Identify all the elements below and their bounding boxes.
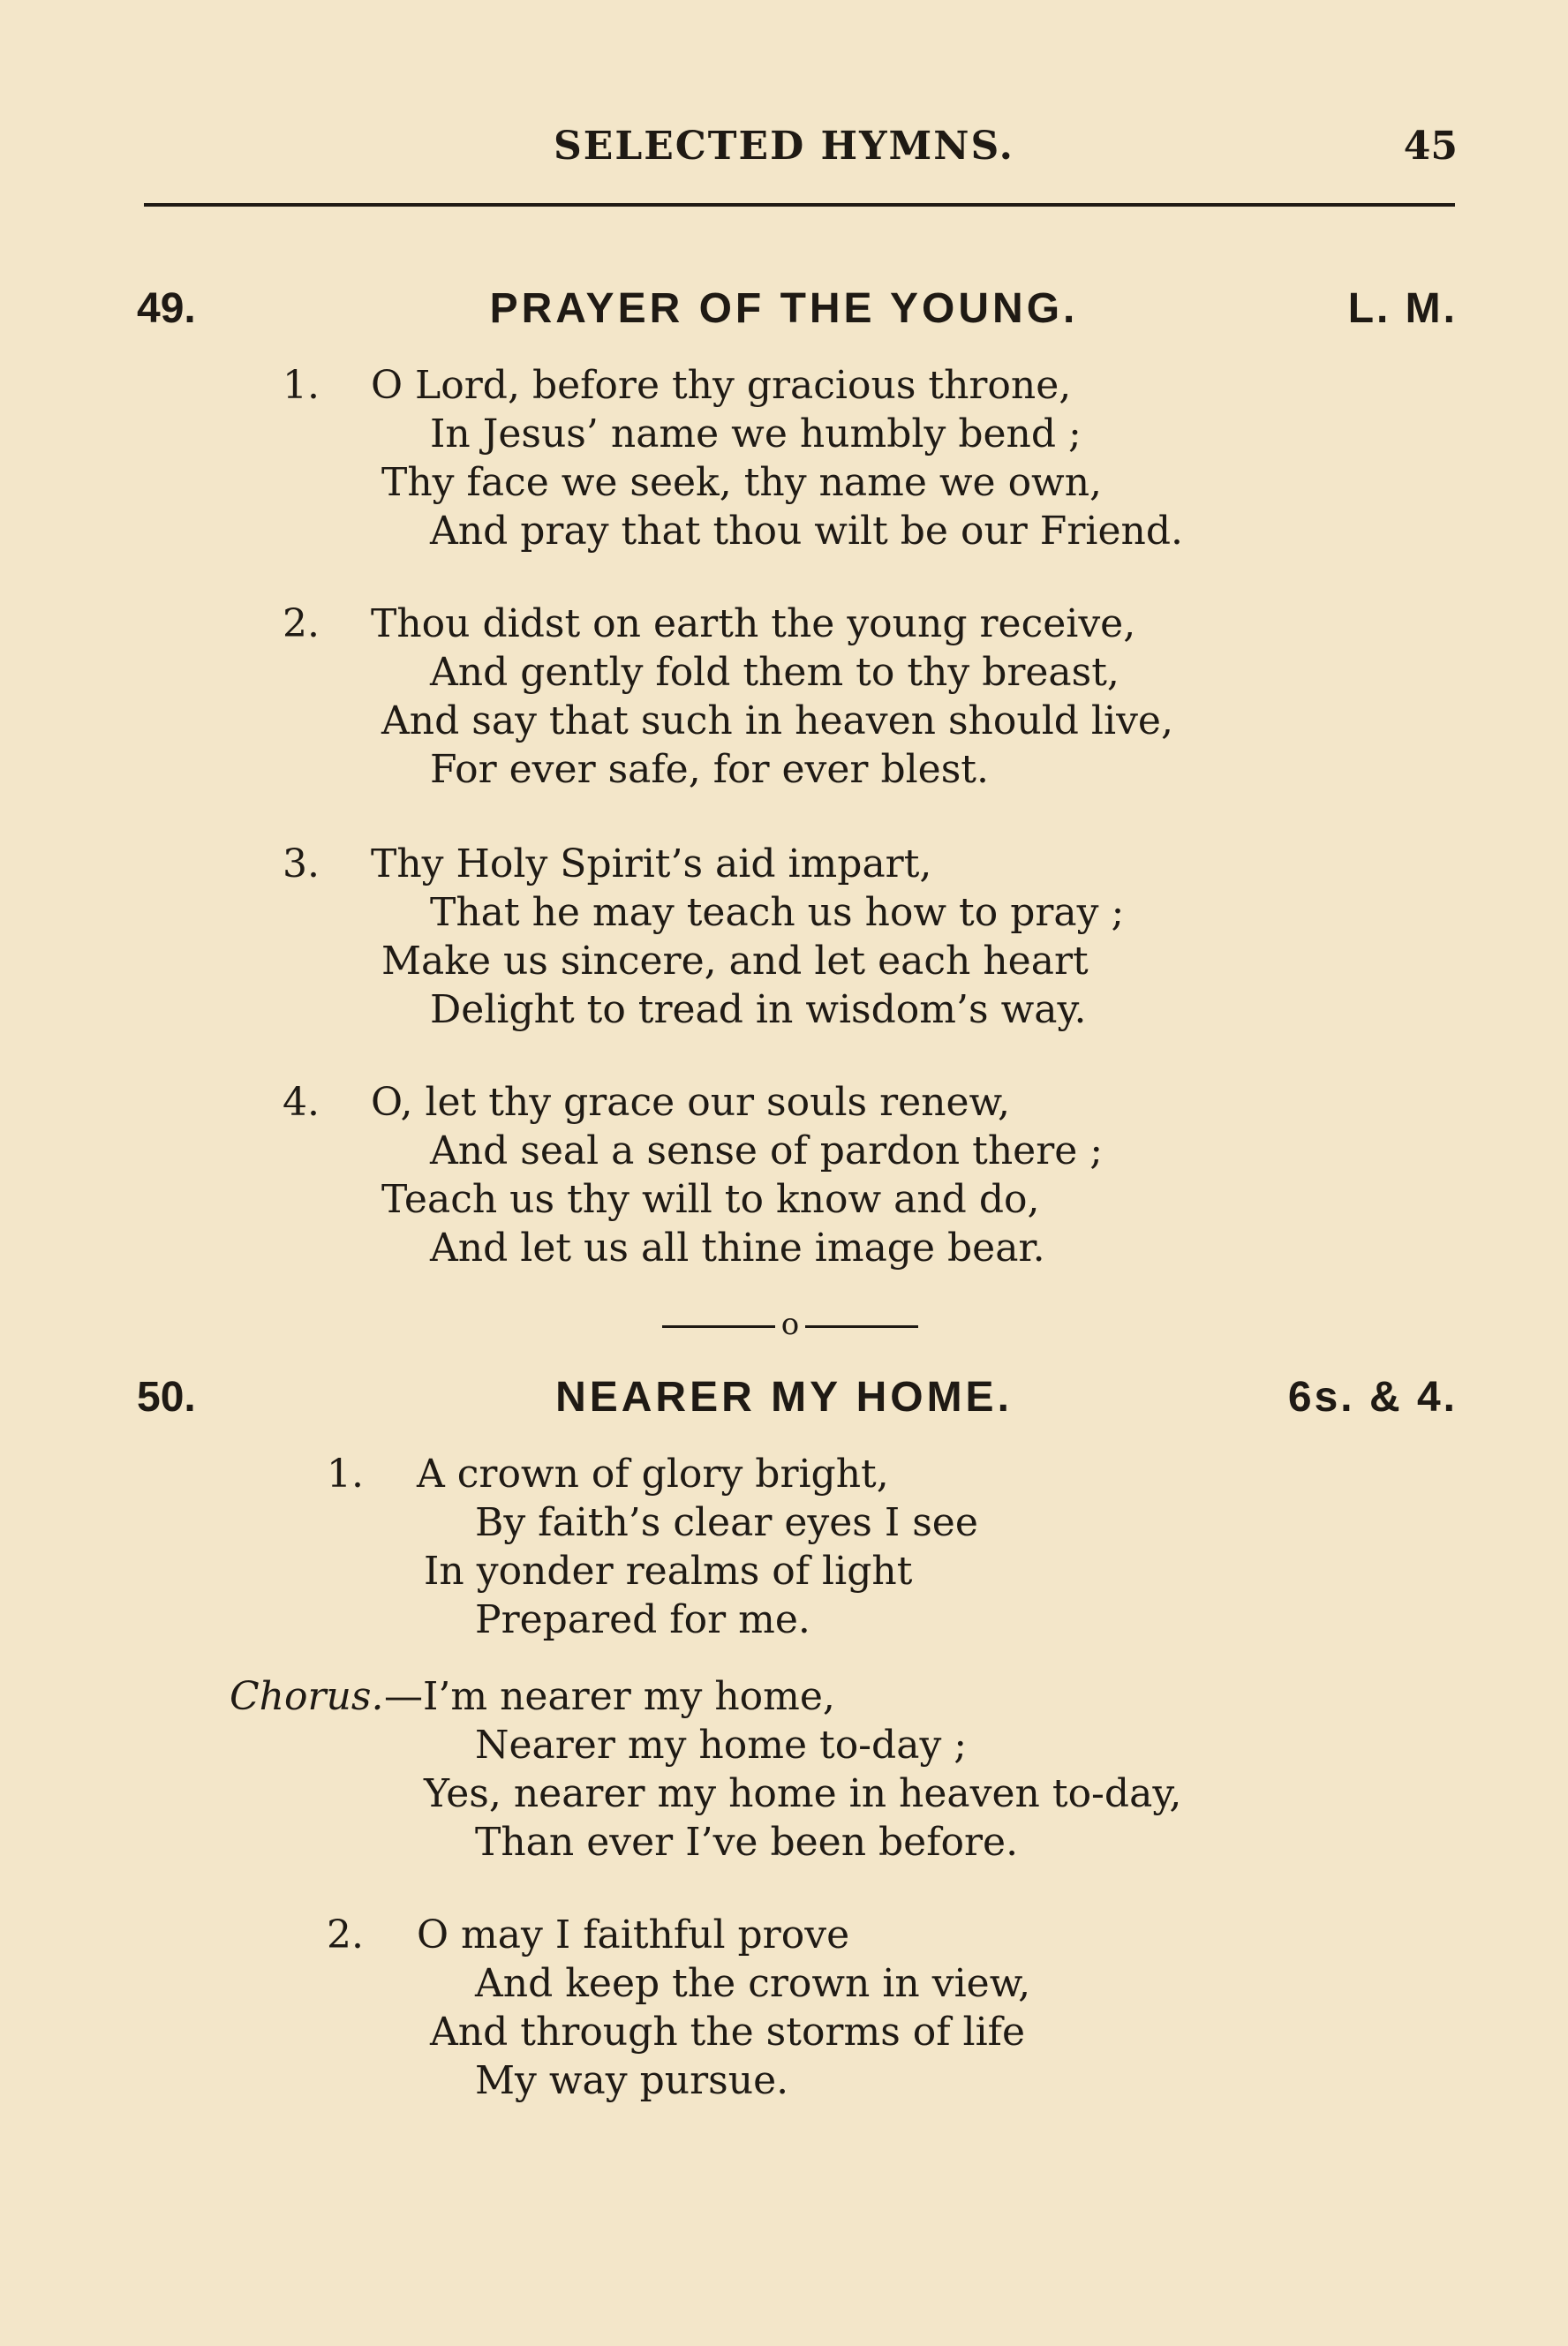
verse-number: 4. [283, 1080, 320, 1125]
chorus-label: Chorus. [230, 1674, 384, 1719]
page-number: 45 [1403, 124, 1458, 169]
hymn-meter: L. M. [1347, 285, 1458, 332]
verse-line: And pray that thou wilt be our Friend. [430, 509, 1183, 554]
verse-number: 1. [283, 363, 320, 408]
verse-line: Teach us thy will to know and do, [381, 1177, 1040, 1222]
verse-line: And gently fold them to thy breast, [430, 650, 1119, 695]
divider-rule-right [805, 1325, 918, 1328]
verse-line: And let us all thine image bear. [430, 1226, 1045, 1271]
verse-line: And seal a sense of pardon there ; [430, 1128, 1104, 1173]
verse-line: And keep the crown in view, [475, 1961, 1031, 2006]
verse-line: For ever safe, for ever blest. [430, 747, 989, 792]
chorus-line: —I’m nearer my home, [384, 1674, 835, 1719]
section-divider [662, 1307, 918, 1342]
verse-line: In Jesus’ name we humbly bend ; [430, 411, 1082, 456]
hymn-number: 49. [137, 285, 196, 332]
verse-number: 1. [327, 1452, 364, 1497]
hymn-meter: 6s. & 4. [1287, 1374, 1458, 1421]
verse-line: And through the storms of life [430, 2010, 1025, 2055]
verse-line: O Lord, before thy gracious throne, [371, 363, 1072, 408]
hymn-49-heading [0, 284, 1568, 346]
verse-line: A crown of glory bright, [417, 1452, 889, 1497]
chorus-line: Than ever I’ve been before. [475, 1820, 1019, 1865]
verse-line: O may I faithful prove [417, 1912, 850, 1958]
chorus-line: Nearer my home to-day ; [475, 1723, 968, 1768]
divider-ornament: o [780, 1307, 800, 1342]
verse-line: Prepared for me. [475, 1597, 810, 1642]
verse-line: By faith’s clear eyes I see [475, 1500, 978, 1545]
verse-line: Thy Holy Spirit’s aid impart, [371, 841, 932, 886]
verse-line: Make us sincere, and let each heart [381, 939, 1089, 984]
running-head [0, 124, 1568, 177]
hymn-title: NEARER MY HOME. [555, 1374, 1013, 1421]
verse-line: Delight to tread in wisdom’s way. [430, 987, 1087, 1032]
verse-line: Thy face we seek, thy name we own, [381, 460, 1103, 505]
verse-number: 3. [283, 841, 320, 886]
running-title: SELECTED HYMNS. [554, 124, 1014, 169]
verse-number: 2. [283, 601, 320, 646]
divider-rule-left [662, 1325, 775, 1328]
verse-line: Thou didst on earth the young receive, [371, 601, 1136, 646]
verse-line: My way pursue. [475, 2058, 789, 2103]
verse-number: 2. [327, 1912, 364, 1958]
hymn-50-heading [0, 1373, 1568, 1435]
chorus-line: Yes, nearer my home in heaven to-day, [424, 1771, 1182, 1816]
verse-line: In yonder realms of light [424, 1549, 913, 1594]
hymn-title: PRAYER OF THE YOUNG. [489, 285, 1079, 332]
verse-line: O, let thy grace our souls renew, [371, 1080, 1010, 1125]
verse-line: And say that such in heaven should live, [381, 698, 1173, 743]
verse-line: That he may teach us how to pray ; [430, 890, 1125, 935]
header-rule [144, 203, 1455, 207]
hymn-number: 50. [137, 1374, 196, 1421]
